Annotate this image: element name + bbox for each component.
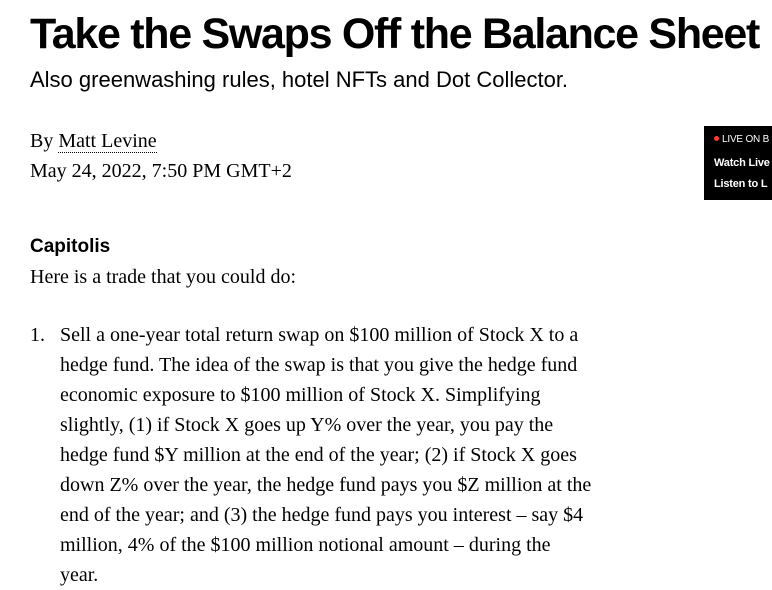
text-line: economic exposure to $100 million of Stock X. Simplifying xyxy=(60,384,541,406)
text-line: year. xyxy=(60,564,99,586)
article-subhead: Also greenwashing rules, hotel NFTs and Dot Collector. xyxy=(30,67,569,92)
list-item-number: 1. xyxy=(30,324,45,346)
text-line: slightly, (1) if Stock X goes up Y% over the year, you pay the xyxy=(60,414,554,436)
watch-live-link[interactable]: Watch Live xyxy=(714,157,770,169)
list-item-text xyxy=(60,320,670,590)
text-line: hedge fund. The idea of the swap is that you give the hedge fund xyxy=(60,354,578,376)
text-line: Sell a one-year total return swap on $100 million of Stock X to a xyxy=(60,324,579,346)
live-label: LIVE ON B xyxy=(722,134,770,145)
intro-paragraph: Here is a trade that you could do: xyxy=(30,266,297,288)
byline xyxy=(30,127,157,155)
text-line: down Z% over the year, the hedge fund pays you $Z million at the xyxy=(60,474,592,496)
list-item xyxy=(30,320,670,590)
text-line: end of the year; and (3) the hedge fund pays you interest – say $4 xyxy=(60,504,584,526)
live-panel xyxy=(704,126,772,200)
section-title: Capitolis xyxy=(30,236,111,257)
text-line: million, 4% of the $100 million notional amount – during the xyxy=(60,534,551,556)
listen-live-link[interactable]: Listen to L xyxy=(714,178,768,190)
byline-prefix: By xyxy=(30,130,59,152)
live-indicator xyxy=(714,134,769,146)
steps-list xyxy=(30,320,670,590)
publish-date: May 24, 2022, 7:50 PM GMT+2 xyxy=(30,160,292,182)
author-link[interactable]: Matt Levine xyxy=(58,130,157,152)
text-line: hedge fund $Y million at the end of the year; (2) if Stock X goes xyxy=(60,444,577,466)
article-headline: Take the Swaps Off the Balance Sheet xyxy=(30,10,760,58)
live-dot-icon xyxy=(714,136,719,141)
